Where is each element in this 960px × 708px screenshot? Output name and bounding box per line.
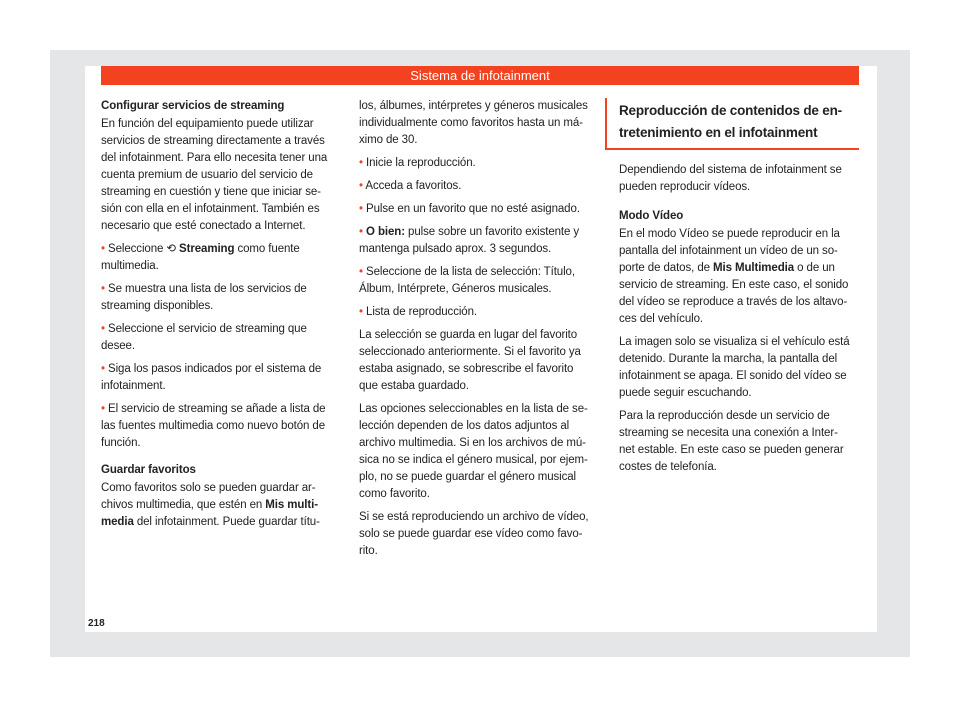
paragraph: La selección se guarda en lugar del favorito seleccionado anteriormente. Si el favorito ya estaba asignado, se sobrescribe el favorito que estaba guardado.	[359, 329, 581, 392]
text: pulse sobre un favorito existente y mantenga pulsado aprox. 3 segundos.	[359, 226, 580, 255]
bullet-item	[359, 224, 609, 258]
heading-streaming: Configurar servicios de streaming	[101, 100, 285, 112]
bold-text: O bien:	[366, 226, 405, 238]
bold-text: Streaming	[179, 243, 235, 255]
column-3	[605, 98, 859, 482]
paragraph: Dependiendo del sistema de infotainment se pueden reproducir vídeos.	[619, 164, 842, 193]
bullet-item: • Lista de reproducción.	[359, 304, 609, 321]
bullet-item: • Pulse en un favorito que no esté asignado.	[359, 201, 609, 218]
paragraph: los, álbumes, intérpretes y géneros musicales individualmente como favoritos hasta un má- ximo de 30.	[359, 100, 588, 146]
paragraph	[619, 226, 859, 328]
column-2	[359, 98, 609, 566]
bullet-item: • Inicie la reproducción.	[359, 155, 609, 172]
text: o de un servicio de streaming. En este caso, el sonido del vídeo se reproduce a través de los altavo- ces del vehículo.	[619, 262, 849, 325]
bold-text: Mis multi- media	[101, 499, 318, 528]
bullet-item: • Seleccione de la lista de selección: Título, Álbum, Intérprete, Géneros musicales.	[359, 264, 609, 298]
paragraph: Para la reproducción desde un servicio de streaming se necesita una conexión a Inter- net estable. En este caso se pueden generar costes de telefonía.	[619, 410, 844, 473]
column-3-body	[605, 162, 859, 476]
paragraph	[101, 480, 351, 531]
bullet-item: • Acceda a favoritos.	[359, 178, 609, 195]
bullet-item: • Seleccione el servicio de streaming que desee.	[101, 321, 351, 355]
text: como fuente multimedia.	[101, 243, 300, 272]
paragraph: En función del equipamiento puede utilizar servicios de streaming directamente a través del infotainment. Para ello necesita tener una cuenta premium de usuario del servicio de streaming en cuestión y tiene que iniciar se- sión con ella en el infotainment. También es necesario que esté conectado a Internet.	[101, 118, 328, 232]
bullet-item: • Se muestra una lista de los servicios de streaming disponibles.	[101, 281, 351, 315]
section-header: Sistema de infotainment	[101, 66, 859, 85]
paragraph: Las opciones seleccionables en la lista de se- lección dependen de los datos adjuntos al archivo multimedia. Si en los archivos de mú- sica no se indica el género musical, por ejem- plo, no se puede guardar el género musical como favorito.	[359, 403, 588, 500]
text: Como favoritos solo se pueden guardar ar- chivos multimedia, que estén en	[101, 482, 316, 511]
heading-video-mode: Modo Vídeo	[619, 210, 684, 222]
text: En el modo Vídeo se puede reproducir en la pantalla del infotainment un vídeo de un so- porte de datos, de	[619, 228, 840, 274]
bold-text: Mis Multimedia	[713, 262, 795, 274]
page-number: 218	[88, 618, 105, 629]
paragraph: La imagen solo se visualiza si el vehículo está detenido. Durante la marcha, la pantalla del infotainment se apaga. El sonido del vídeo se puede seguir escuchando.	[619, 336, 850, 399]
column-1	[101, 98, 351, 537]
heading-favorites: Guardar favoritos	[101, 464, 196, 476]
streaming-icon: ⟲	[166, 243, 176, 255]
bullet-item	[101, 241, 351, 275]
section-heading: Reproducción de contenidos de en- tretenimiento en el infotainment	[605, 98, 859, 150]
text: del infotainment. Puede guardar títu-	[133, 516, 320, 528]
paragraph: Si se está reproduciendo un archivo de vídeo, solo se puede guardar ese vídeo como favo- rito.	[359, 511, 589, 557]
bullet-item: • El servicio de streaming se añade a lista de las fuentes multimedia como nuevo botón de función.	[101, 401, 351, 452]
text: Seleccione	[108, 243, 167, 255]
bullet-item: • Siga los pasos indicados por el sistema de infotainment.	[101, 361, 351, 395]
